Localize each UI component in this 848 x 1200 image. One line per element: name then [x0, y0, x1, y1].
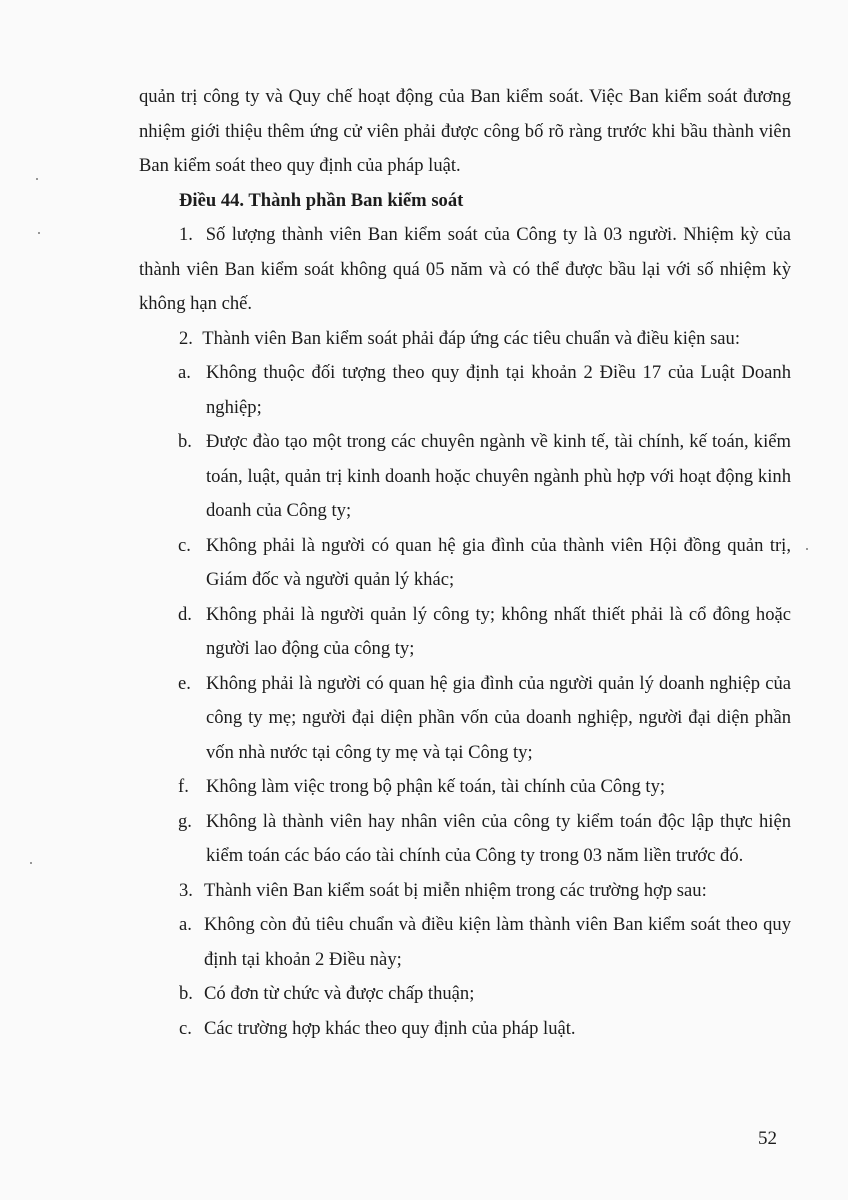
clause-1-text: Số lượng thành viên Ban kiểm soát của Công ty là 03 người. Nhiệm kỳ của thành viên Ban kiểm soát không quá 05 năm và có thể được bầu lại với số nhiệm kỳ không hạn chế. — [139, 224, 791, 314]
scan-speck — [30, 862, 32, 864]
clause-3-item-a — [139, 908, 791, 977]
list-item-text: Không phải là người quản lý công ty; không nhất thiết phải là cổ đông hoặc người lao động của công ty; — [206, 603, 791, 659]
clause-2-item-g — [139, 805, 791, 874]
clause-2 — [139, 322, 791, 357]
list-item-text: Các trường hợp khác theo quy định của pháp luật. — [204, 1017, 576, 1039]
scan-speck — [38, 232, 40, 234]
clause-2-item-a — [139, 356, 791, 425]
page-number: 52 — [758, 1128, 777, 1149]
article-title: Điều 44. Thành phần Ban kiểm soát — [179, 189, 464, 211]
clause-3 — [139, 874, 791, 909]
clause-3-item-b — [139, 977, 791, 1012]
list-marker: b. — [178, 431, 192, 452]
list-marker: b. — [179, 983, 193, 1004]
scan-speck — [806, 548, 808, 550]
page-body — [139, 80, 791, 1046]
clause-2-text: Thành viên Ban kiểm soát phải đáp ứng các tiêu chuẩn và điều kiện sau: — [202, 327, 741, 349]
list-item-text: Không là thành viên hay nhân viên của công ty kiểm toán độc lập thực hiện kiểm toán các báo cáo tài chính của Công ty trong 03 năm liền trước đó. — [206, 810, 791, 866]
list-item-text: Được đào tạo một trong các chuyên ngành về kinh tế, tài chính, kế toán, kiểm toán, luật, quản trị kinh doanh hoặc chuyên ngành phù hợp với hoạt động kinh doanh của Công ty; — [206, 431, 791, 521]
list-item-text: Có đơn từ chức và được chấp thuận; — [204, 983, 475, 1004]
list-item-text: Không thuộc đối tượng theo quy định tại khoản 2 Điều 17 của Luật Doanh nghiệp; — [206, 362, 791, 418]
clause-2-item-c — [139, 529, 791, 598]
intro-paragraph: quản trị công ty và Quy chế hoạt động của Ban kiểm soát. Việc Ban kiểm soát đương nhiệm giới thiệu thêm ứng cử viên phải được công bố rõ ràng trước khi bầu thành viên Ban kiểm soát theo quy định của pháp luật. — [139, 86, 791, 176]
list-marker: c. — [179, 1017, 192, 1039]
list-marker: e. — [178, 672, 191, 694]
list-item-text: Không phải là người có quan hệ gia đình của người quản lý doanh nghiệp của công ty mẹ; người đại diện phần vốn của doanh nghiệp, người đại diện phần vốn nhà nước tại công ty mẹ và tại Công ty; — [206, 672, 791, 763]
clause-1-number: 1. — [179, 224, 193, 245]
clause-1 — [139, 218, 791, 322]
list-marker: a. — [178, 362, 191, 383]
scan-speck — [36, 178, 38, 180]
clause-3-text: Thành viên Ban kiểm soát bị miễn nhiệm trong các trường hợp sau: — [204, 879, 707, 901]
clause-3-item-c — [139, 1012, 791, 1047]
clause-2-item-f — [139, 770, 791, 805]
list-marker: d. — [178, 603, 192, 625]
list-marker: f. — [178, 776, 189, 797]
clause-2-item-e — [139, 667, 791, 771]
list-item-text: Không làm việc trong bộ phận kế toán, tài chính của Công ty; — [206, 776, 666, 797]
list-item-text: Không phải là người có quan hệ gia đình của thành viên Hội đồng quản trị, Giám đốc và người quản lý khác; — [206, 534, 791, 590]
clause-2-number: 2. — [179, 327, 193, 349]
list-marker: a. — [179, 914, 192, 935]
clause-3-number: 3. — [179, 879, 193, 901]
list-marker: g. — [178, 810, 192, 832]
clause-2-item-d — [139, 598, 791, 667]
clause-2-item-b — [139, 425, 791, 529]
list-item-text: Không còn đủ tiêu chuẩn và điều kiện làm thành viên Ban kiểm soát theo quy định tại khoản 2 Điều này; — [204, 914, 791, 970]
list-marker: c. — [178, 534, 191, 556]
